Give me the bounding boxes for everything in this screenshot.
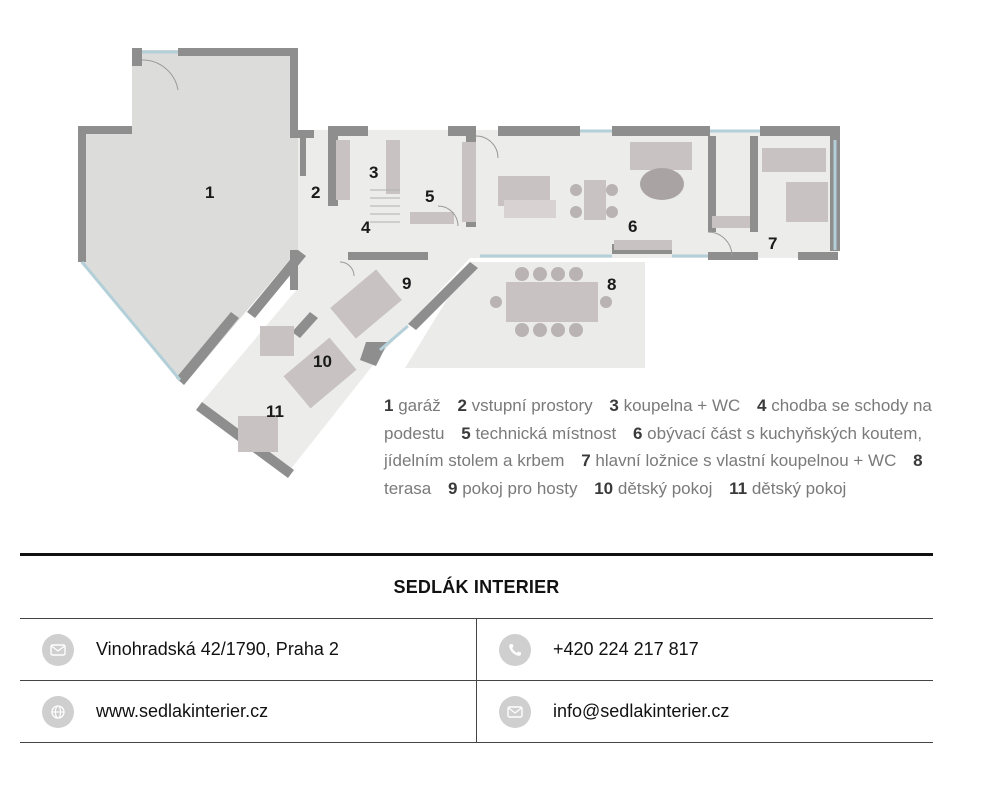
phone-cell (477, 619, 933, 680)
legend-item: 2 vstupní prostory (457, 396, 593, 415)
legend-item: 7 hlavní ložnice s vlastní koupelnou + WC (581, 451, 897, 470)
room-label-10: 10 (313, 352, 332, 371)
room-label-5: 5 (425, 187, 435, 206)
room-label-7: 7 (768, 234, 778, 253)
legend-item: 8 terasa (384, 451, 923, 498)
room-label-8: 8 (607, 275, 617, 294)
room-label-11: 11 (266, 402, 284, 421)
legend-item: 9 pokoj pro hosty (447, 478, 578, 498)
contact-row (20, 619, 933, 681)
room-label-2: 2 (311, 183, 321, 202)
contact-row (20, 681, 933, 743)
room-label-1: 1 (205, 183, 215, 202)
globe-icon (42, 696, 74, 728)
address-cell (20, 619, 477, 680)
website-link[interactable]: www.sedlakinterier.cz (96, 701, 269, 721)
envelope-icon (42, 634, 74, 666)
legend-item: 11 dětský pokoj (729, 478, 847, 498)
room-legend (384, 392, 944, 502)
email-link[interactable]: info@sedlakinterier.cz (553, 701, 730, 721)
legend-item: 1 garáž (384, 396, 441, 415)
contact-block (20, 553, 933, 743)
room-label-3: 3 (369, 163, 379, 182)
legend-item: 5 technická místnost (461, 423, 617, 443)
room-label-9: 9 (402, 274, 412, 293)
phone-icon (499, 634, 531, 666)
legend-item: 4 chodba se schody na podestu (384, 396, 932, 443)
envelope-icon (499, 696, 531, 728)
legend-item: 10 dětský pokoj (594, 478, 713, 498)
legend-item: 3 koupelna + WC (609, 396, 741, 415)
room-label-4: 4 (361, 218, 371, 237)
legend-item: 6 obývací část s kuchyňských koutem, jídelním stolem a krbem (384, 423, 923, 470)
web-cell (20, 681, 477, 742)
address-text: Vinohradská 42/1790, Praha 2 (96, 639, 339, 659)
room-label-6: 6 (628, 217, 638, 236)
phone-link[interactable]: +420 224 217 817 (553, 639, 699, 659)
company-name: SEDLÁK INTERIER (20, 556, 933, 619)
email-cell (477, 681, 933, 742)
